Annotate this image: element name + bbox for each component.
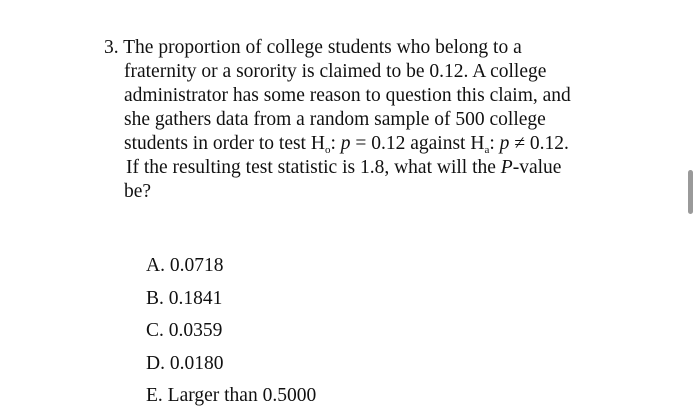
question-text bbox=[104, 36, 604, 204]
colon: : bbox=[330, 133, 341, 154]
ha-subscript: a bbox=[484, 144, 490, 156]
question-line: 3. The proportion of college students who belong to a bbox=[104, 37, 522, 58]
question-line-suffix: -value bbox=[512, 157, 562, 178]
answer-choice-e[interactable]: E. Larger than 0.5000 bbox=[146, 385, 317, 406]
h0-subscript: o bbox=[324, 144, 331, 156]
question-line bbox=[104, 156, 604, 180]
p-value-symbol: P bbox=[500, 157, 513, 178]
p-symbol: p bbox=[340, 133, 351, 154]
answer-choice-c[interactable]: C. 0.0359 bbox=[146, 320, 223, 341]
hypothesis-suffix: ≠ 0.12. bbox=[509, 133, 569, 154]
scrollbar-thumb[interactable] bbox=[688, 170, 693, 214]
answer-choice-a[interactable]: A. 0.0718 bbox=[146, 255, 224, 276]
hypothesis-middle: = 0.12 against H bbox=[350, 133, 485, 154]
question-line-prefix: If the resulting test statistic is 1.8, what will the bbox=[126, 157, 501, 178]
answer-choice-b[interactable]: B. 0.1841 bbox=[146, 287, 223, 309]
p-symbol: p bbox=[499, 133, 510, 154]
hypothesis-prefix: students in order to test H bbox=[124, 133, 325, 154]
answer-choice-d[interactable]: D. 0.0180 bbox=[146, 352, 224, 374]
question-line: she gathers data from a random sample of 500 college bbox=[124, 109, 546, 130]
colon: : bbox=[489, 133, 500, 154]
hypothesis-line bbox=[104, 132, 604, 156]
question-line: administrator has some reason to question this claim, and bbox=[124, 85, 571, 106]
question-line: fraternity or a sorority is claimed to be 0.12. A college bbox=[124, 61, 547, 82]
answer-choices bbox=[146, 250, 316, 413]
question-line: be? bbox=[124, 181, 152, 202]
